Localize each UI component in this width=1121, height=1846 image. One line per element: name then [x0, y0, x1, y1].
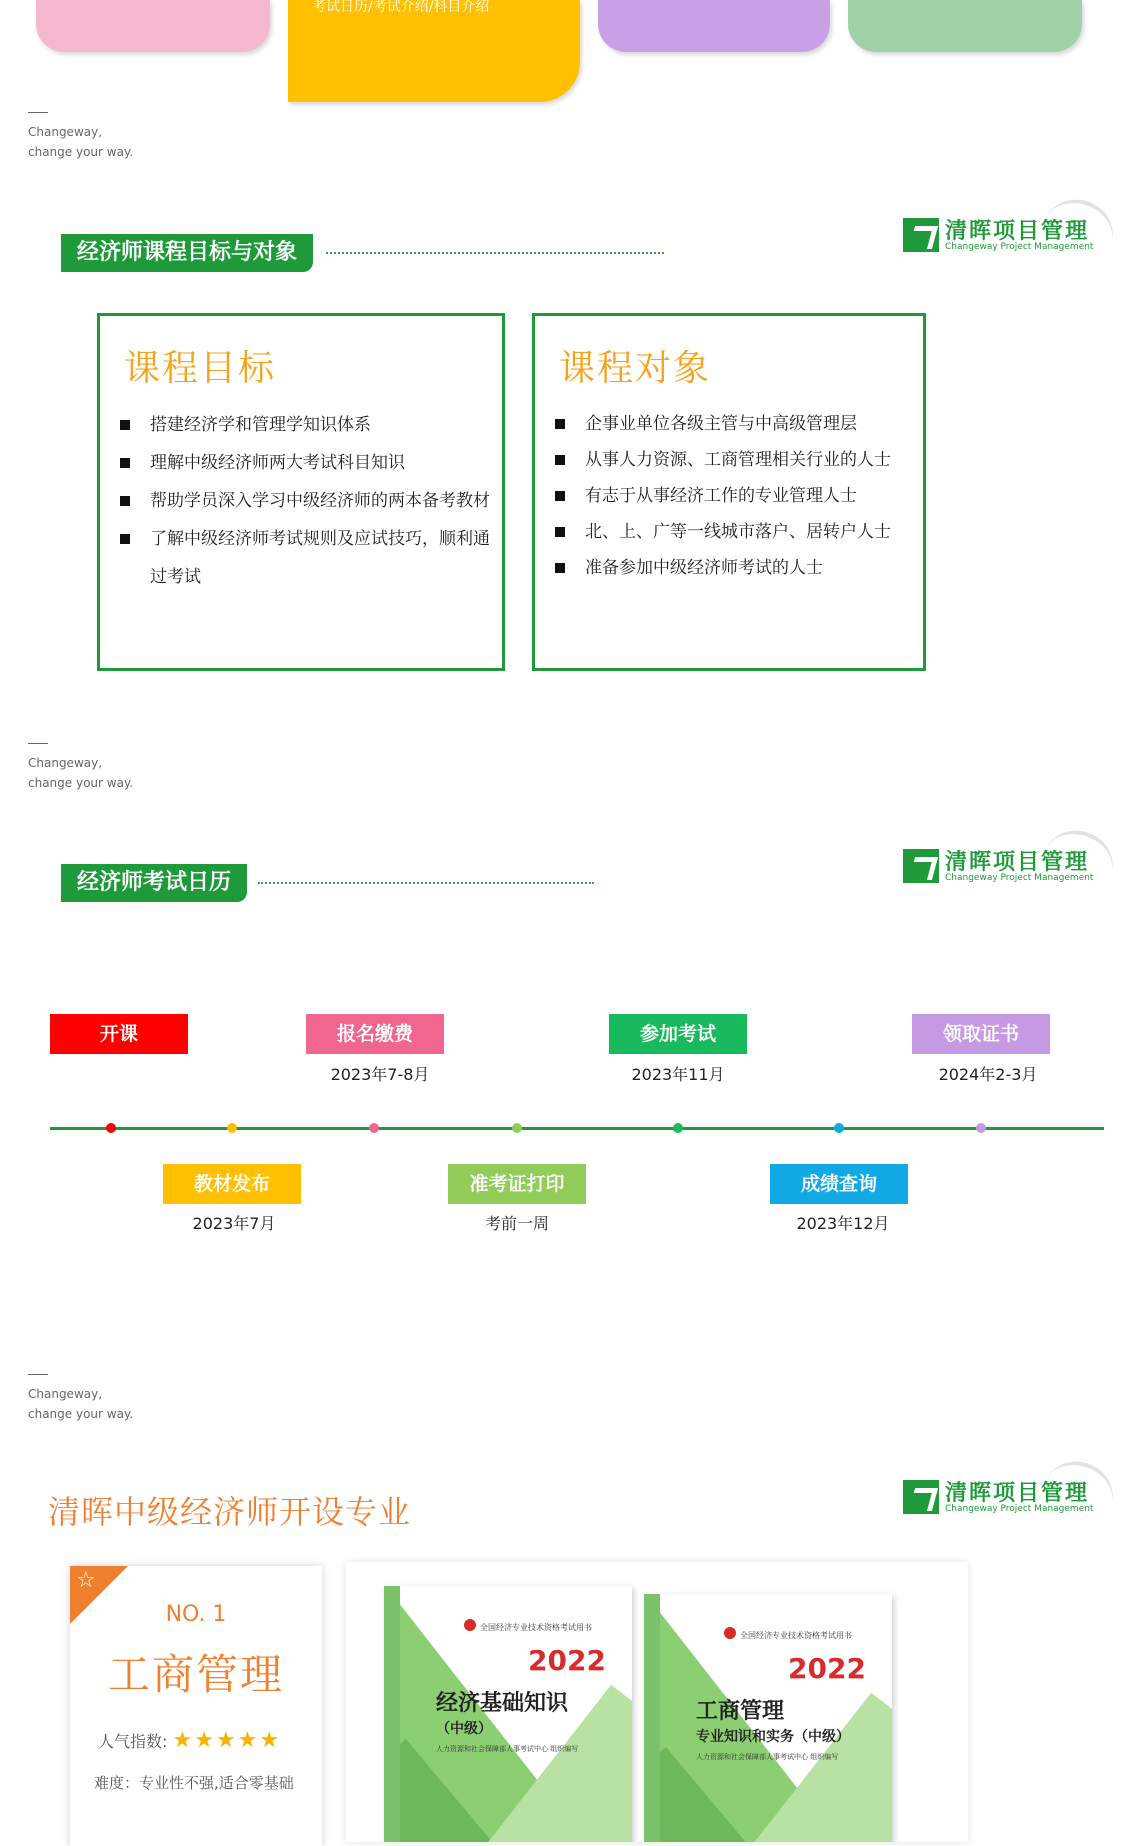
brand-logo: 清晖项目管理 Changeway Project Management: [903, 1476, 1093, 1522]
publisher-emblem-icon: [464, 1619, 476, 1631]
timeline-dot: [227, 1123, 237, 1133]
book-cover[interactable]: [384, 1586, 632, 1842]
star-rating-icon: ★★★★★: [172, 1728, 282, 1753]
list-item: 帮助学员深入学习中级经济师的两本备考教材: [120, 482, 490, 520]
event-tag-admission-ticket: 准考证打印: [448, 1164, 586, 1204]
audience-list: [555, 406, 925, 586]
divider: [258, 882, 594, 884]
event-date: 2023年7-8月: [330, 1065, 430, 1084]
top-card-green[interactable]: [848, 0, 1082, 52]
event-date: 2023年11月: [631, 1065, 725, 1084]
divider: [326, 252, 664, 254]
swoosh-icon: [1034, 1452, 1121, 1536]
audience-heading: 课程对象: [559, 348, 712, 389]
course-audience-box: [532, 313, 926, 671]
book-subtitle: 专业知识和实务（中级）: [696, 1729, 850, 1745]
list-item: 理解中级经济师两大考试科目知识: [120, 444, 490, 482]
event-tag-certificate: 领取证书: [912, 1014, 1050, 1054]
timeline-dot: [369, 1123, 379, 1133]
swoosh-icon: [1034, 821, 1121, 905]
timeline-dot: [673, 1123, 683, 1133]
timeline-dot: [976, 1123, 986, 1133]
book-subtitle: （中级）: [436, 1721, 492, 1737]
list-item: 了解中级经济师考试规则及应试技巧，顺利通过考试: [120, 520, 490, 596]
list-item: 搭建经济学和管理学知识体系: [120, 406, 490, 444]
list-item: 准备参加中级经济师考试的人士: [555, 550, 925, 586]
timeline-dot: [834, 1123, 844, 1133]
logo-icon: [903, 849, 939, 883]
book-spine: [384, 1586, 400, 1842]
logo-icon: [903, 218, 939, 252]
book-publisher: 全国经济专业技术资格考试用书: [480, 1623, 592, 1632]
timeline-dot: [512, 1123, 522, 1133]
list-item: 从事人力资源、工商管理相关行业的人士: [555, 442, 925, 478]
list-item: 北、上、广等一线城市落户、居转户人士: [555, 514, 925, 550]
brand-logo: 清晖项目管理 Changeway Project Management: [903, 214, 1093, 260]
event-tag-registration: 报名缴费: [306, 1014, 444, 1054]
event-tag-kaike: 开课: [50, 1014, 188, 1054]
section-title-majors: 清晖中级经济师开设专业: [48, 1493, 412, 1531]
book-year: 2022: [788, 1652, 866, 1685]
star-outline-icon: ☆: [76, 1568, 96, 1593]
top-card-yellow[interactable]: [288, 0, 580, 102]
timeline-axis: [50, 1127, 1104, 1130]
event-tag-score-query: 成绩查询: [770, 1164, 908, 1204]
swoosh-icon: [1034, 190, 1121, 274]
book-footer: 人力资源和社会保障部人事考试中心 组织编写: [696, 1753, 839, 1761]
book-year: 2022: [528, 1644, 606, 1677]
book-publisher: 全国经济专业技术资格考试用书: [740, 1631, 852, 1640]
event-date: 2023年12月: [796, 1214, 890, 1233]
major-name: 工商管理: [107, 1650, 284, 1699]
goals-heading: 课程目标: [124, 348, 277, 389]
book-title: 工商管理: [696, 1699, 785, 1724]
section-title-goals: 经济师课程目标与对象: [61, 234, 313, 272]
logo-icon: [903, 1480, 939, 1514]
changeway-tagline: Changeway, change your way.: [28, 122, 133, 162]
popularity-row: [98, 1728, 281, 1753]
book-title: 经济基础知识: [436, 1691, 569, 1716]
event-tag-exam: 参加考试: [609, 1014, 747, 1054]
list-item: 企事业单位各级主管与中高级管理层: [555, 406, 925, 442]
changeway-tagline: Changeway, change your way.: [28, 753, 133, 793]
top-card-label: 考试日历/考试介绍/科目介绍: [312, 0, 490, 15]
book-spine: [644, 1594, 660, 1842]
popularity-label: 人气指数:: [98, 1732, 168, 1751]
major-rank: NO. 1: [165, 1602, 227, 1627]
difficulty-text: 难度：专业性不强,适合零基础: [94, 1774, 294, 1792]
top-card-pink[interactable]: [36, 0, 270, 52]
list-item: 有志于从事经济工作的专业管理人士: [555, 478, 925, 514]
course-goals-box: [97, 313, 505, 671]
timeline-dot: [106, 1123, 116, 1133]
changeway-tagline: Changeway, change your way.: [28, 1384, 133, 1424]
publisher-emblem-icon: [724, 1627, 736, 1639]
event-date: 考前一周: [484, 1214, 549, 1233]
event-date: 2024年2-3月: [938, 1065, 1038, 1084]
brand-logo: 清晖项目管理 Changeway Project Management: [903, 845, 1093, 891]
event-tag-textbook: 教材发布: [163, 1164, 301, 1204]
top-card-purple[interactable]: [598, 0, 830, 52]
event-date: 2023年7月: [192, 1214, 276, 1233]
major-card-business-admin[interactable]: [70, 1566, 322, 1846]
section-title-calendar: 经济师考试日历: [61, 864, 247, 902]
goals-list: [120, 406, 490, 596]
textbook-showcase: [346, 1562, 968, 1842]
book-cover[interactable]: [644, 1594, 892, 1842]
book-footer: 人力资源和社会保障部人事考试中心 组织编写: [436, 1745, 579, 1753]
